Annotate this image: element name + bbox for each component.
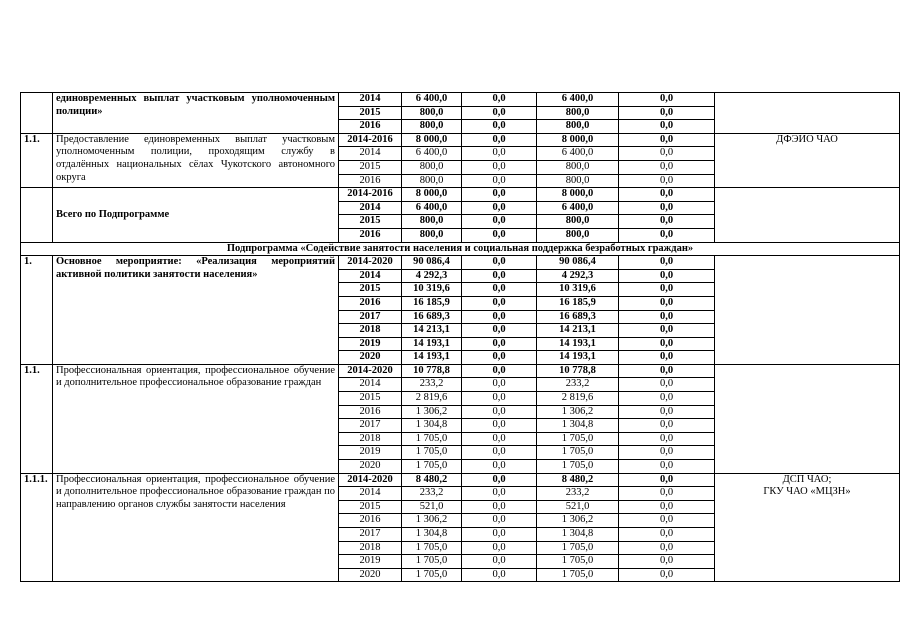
other-cell: 0,0 — [619, 201, 715, 215]
total-cell: 6 400,0 — [402, 93, 462, 107]
total-cell: 1 705,0 — [402, 432, 462, 446]
regional-cell: 14 213,1 — [537, 324, 619, 338]
federal-cell: 0,0 — [462, 174, 537, 188]
period-cell: 2019 — [339, 337, 402, 351]
regional-cell: 1 306,2 — [537, 514, 619, 528]
table-row — [21, 133, 900, 147]
regional-cell: 800,0 — [537, 120, 619, 134]
period-cell: 2014 — [339, 378, 402, 392]
item-number: 1.1.1. — [21, 473, 53, 582]
total-cell: 6 400,0 — [402, 201, 462, 215]
total-cell: 90 086,4 — [402, 256, 462, 270]
period-cell: 2014 — [339, 269, 402, 283]
federal-cell: 0,0 — [462, 432, 537, 446]
total-cell: 800,0 — [402, 160, 462, 174]
period-cell: 2014 — [339, 147, 402, 161]
federal-cell: 0,0 — [462, 188, 537, 202]
other-cell: 0,0 — [619, 269, 715, 283]
regional-cell: 1 306,2 — [537, 405, 619, 419]
regional-cell: 10 319,6 — [537, 283, 619, 297]
regional-cell: 10 778,8 — [537, 364, 619, 378]
period-cell: 2018 — [339, 324, 402, 338]
regional-cell: 521,0 — [537, 500, 619, 514]
federal-cell: 0,0 — [462, 419, 537, 433]
other-cell: 0,0 — [619, 256, 715, 270]
other-cell: 0,0 — [619, 228, 715, 242]
federal-cell: 0,0 — [462, 147, 537, 161]
period-cell: 2016 — [339, 120, 402, 134]
total-cell: 800,0 — [402, 215, 462, 229]
total-cell: 1 705,0 — [402, 446, 462, 460]
other-cell: 0,0 — [619, 188, 715, 202]
item-description: Основное мероприятие: «Реализация мероприятий активной политики занятости населения» — [53, 256, 339, 365]
total-cell: 14 193,1 — [402, 337, 462, 351]
total-cell: 10 319,6 — [402, 283, 462, 297]
total-cell: 1 306,2 — [402, 405, 462, 419]
regional-cell: 233,2 — [537, 378, 619, 392]
table-row — [21, 188, 900, 202]
regional-cell: 6 400,0 — [537, 93, 619, 107]
period-cell: 2015 — [339, 160, 402, 174]
regional-cell: 800,0 — [537, 215, 619, 229]
other-cell: 0,0 — [619, 310, 715, 324]
period-cell: 2019 — [339, 555, 402, 569]
federal-cell: 0,0 — [462, 296, 537, 310]
item-number — [21, 93, 53, 134]
other-cell: 0,0 — [619, 283, 715, 297]
total-cell: 14 213,1 — [402, 324, 462, 338]
federal-cell: 0,0 — [462, 528, 537, 542]
total-cell: 800,0 — [402, 174, 462, 188]
federal-cell: 0,0 — [462, 351, 537, 365]
total-cell: 1 705,0 — [402, 568, 462, 582]
regional-cell: 1 304,8 — [537, 528, 619, 542]
total-cell: 233,2 — [402, 487, 462, 501]
period-cell: 2014 — [339, 487, 402, 501]
responsible-executor: ДФЭИО ЧАО — [715, 133, 900, 187]
other-cell: 0,0 — [619, 93, 715, 107]
federal-cell: 0,0 — [462, 228, 537, 242]
responsible-executor — [715, 364, 900, 473]
other-cell: 0,0 — [619, 174, 715, 188]
regional-cell: 6 400,0 — [537, 201, 619, 215]
regional-cell: 14 193,1 — [537, 351, 619, 365]
period-cell: 2014-2020 — [339, 473, 402, 487]
period-cell: 2016 — [339, 405, 402, 419]
federal-cell: 0,0 — [462, 215, 537, 229]
document-page — [20, 92, 900, 582]
federal-cell: 0,0 — [462, 405, 537, 419]
other-cell: 0,0 — [619, 120, 715, 134]
regional-cell: 90 086,4 — [537, 256, 619, 270]
federal-cell: 0,0 — [462, 378, 537, 392]
regional-cell: 1 705,0 — [537, 460, 619, 474]
other-cell: 0,0 — [619, 460, 715, 474]
federal-cell: 0,0 — [462, 310, 537, 324]
federal-cell: 0,0 — [462, 269, 537, 283]
other-cell: 0,0 — [619, 160, 715, 174]
regional-cell: 1 304,8 — [537, 419, 619, 433]
regional-cell: 233,2 — [537, 487, 619, 501]
total-cell: 8 480,2 — [402, 473, 462, 487]
federal-cell: 0,0 — [462, 541, 537, 555]
other-cell: 0,0 — [619, 473, 715, 487]
federal-cell: 0,0 — [462, 133, 537, 147]
other-cell: 0,0 — [619, 419, 715, 433]
total-cell: 1 306,2 — [402, 514, 462, 528]
period-cell: 2016 — [339, 296, 402, 310]
period-cell: 2017 — [339, 419, 402, 433]
period-cell: 2015 — [339, 392, 402, 406]
other-cell: 0,0 — [619, 337, 715, 351]
responsible-executor — [715, 93, 900, 134]
period-cell: 2015 — [339, 215, 402, 229]
other-cell: 0,0 — [619, 324, 715, 338]
other-cell: 0,0 — [619, 133, 715, 147]
total-cell: 10 778,8 — [402, 364, 462, 378]
other-cell: 0,0 — [619, 528, 715, 542]
total-cell: 800,0 — [402, 228, 462, 242]
regional-cell: 1 705,0 — [537, 446, 619, 460]
federal-cell: 0,0 — [462, 568, 537, 582]
period-cell: 2015 — [339, 106, 402, 120]
item-number — [21, 188, 53, 242]
period-cell: 2019 — [339, 446, 402, 460]
period-cell: 2014 — [339, 93, 402, 107]
item-number: 1.1. — [21, 364, 53, 473]
other-cell: 0,0 — [619, 351, 715, 365]
responsible-executor — [715, 256, 900, 365]
other-cell: 0,0 — [619, 364, 715, 378]
regional-cell: 6 400,0 — [537, 147, 619, 161]
regional-cell: 800,0 — [537, 106, 619, 120]
regional-cell: 1 705,0 — [537, 432, 619, 446]
period-cell: 2016 — [339, 174, 402, 188]
total-cell: 1 705,0 — [402, 541, 462, 555]
other-cell: 0,0 — [619, 568, 715, 582]
table-row — [21, 93, 900, 107]
regional-cell: 800,0 — [537, 160, 619, 174]
other-cell: 0,0 — [619, 514, 715, 528]
regional-cell: 8 000,0 — [537, 133, 619, 147]
federal-cell: 0,0 — [462, 364, 537, 378]
item-description: Предоставление единовременных выплат участковым уполномоченным полиции, проходящим службу в отдалённых национальных сёлах Чукотского автономного округа — [53, 133, 339, 187]
total-cell: 8 000,0 — [402, 188, 462, 202]
item-number: 1. — [21, 256, 53, 365]
period-cell: 2014-2020 — [339, 256, 402, 270]
other-cell: 0,0 — [619, 500, 715, 514]
period-cell: 2015 — [339, 283, 402, 297]
period-cell: 2020 — [339, 351, 402, 365]
period-cell: 2016 — [339, 228, 402, 242]
total-cell: 1 705,0 — [402, 555, 462, 569]
total-cell: 800,0 — [402, 106, 462, 120]
federal-cell: 0,0 — [462, 256, 537, 270]
federal-cell: 0,0 — [462, 106, 537, 120]
other-cell: 0,0 — [619, 446, 715, 460]
other-cell: 0,0 — [619, 432, 715, 446]
period-cell: 2014 — [339, 201, 402, 215]
item-description: Профессиональная ориентация, профессиональное обучение и дополнительное профессиональное образование граждан по направлению органов службы занятости населения — [53, 473, 339, 582]
regional-cell: 1 705,0 — [537, 568, 619, 582]
federal-cell: 0,0 — [462, 120, 537, 134]
period-cell: 2018 — [339, 432, 402, 446]
total-cell: 233,2 — [402, 378, 462, 392]
regional-cell: 14 193,1 — [537, 337, 619, 351]
item-description: Профессиональная ориентация, профессиональное обучение и дополнительное профессиональное образование граждан — [53, 364, 339, 473]
table-row — [21, 256, 900, 270]
federal-cell: 0,0 — [462, 324, 537, 338]
total-label: Всего по Подпрограмме — [53, 188, 339, 242]
period-cell: 2014-2020 — [339, 364, 402, 378]
period-cell: 2014-2016 — [339, 188, 402, 202]
federal-cell: 0,0 — [462, 93, 537, 107]
total-cell: 521,0 — [402, 500, 462, 514]
federal-cell: 0,0 — [462, 555, 537, 569]
responsible-executor — [715, 188, 900, 242]
period-cell: 2017 — [339, 528, 402, 542]
period-cell: 2015 — [339, 500, 402, 514]
federal-cell: 0,0 — [462, 500, 537, 514]
other-cell: 0,0 — [619, 392, 715, 406]
regional-cell: 4 292,3 — [537, 269, 619, 283]
period-cell: 2020 — [339, 460, 402, 474]
other-cell: 0,0 — [619, 405, 715, 419]
total-cell: 14 193,1 — [402, 351, 462, 365]
subprogram-title: Подпрограмма «Содействие занятости населения и социальная поддержка безработных граждан» — [21, 242, 900, 256]
regional-cell: 800,0 — [537, 228, 619, 242]
regional-cell: 2 819,6 — [537, 392, 619, 406]
other-cell: 0,0 — [619, 106, 715, 120]
total-cell: 16 185,9 — [402, 296, 462, 310]
federal-cell: 0,0 — [462, 446, 537, 460]
other-cell: 0,0 — [619, 541, 715, 555]
subprogram-header-row — [21, 242, 900, 256]
total-cell: 800,0 — [402, 120, 462, 134]
regional-cell: 1 705,0 — [537, 541, 619, 555]
federal-cell: 0,0 — [462, 514, 537, 528]
regional-cell: 16 689,3 — [537, 310, 619, 324]
total-cell: 1 304,8 — [402, 528, 462, 542]
period-cell: 2014-2016 — [339, 133, 402, 147]
federal-cell: 0,0 — [462, 283, 537, 297]
total-cell: 1 705,0 — [402, 460, 462, 474]
period-cell: 2017 — [339, 310, 402, 324]
table-row — [21, 364, 900, 378]
regional-cell: 1 705,0 — [537, 555, 619, 569]
other-cell: 0,0 — [619, 296, 715, 310]
total-cell: 8 000,0 — [402, 133, 462, 147]
period-cell: 2018 — [339, 541, 402, 555]
regional-cell: 16 185,9 — [537, 296, 619, 310]
regional-cell: 8 480,2 — [537, 473, 619, 487]
table-row — [21, 473, 900, 487]
total-cell: 1 304,8 — [402, 419, 462, 433]
period-cell: 2016 — [339, 514, 402, 528]
responsible-executor: ДСП ЧАО; ГКУ ЧАО «МЦЗН» — [715, 473, 900, 582]
federal-cell: 0,0 — [462, 201, 537, 215]
federal-cell: 0,0 — [462, 392, 537, 406]
period-cell: 2020 — [339, 568, 402, 582]
total-cell: 4 292,3 — [402, 269, 462, 283]
total-cell: 6 400,0 — [402, 147, 462, 161]
other-cell: 0,0 — [619, 378, 715, 392]
federal-cell: 0,0 — [462, 160, 537, 174]
other-cell: 0,0 — [619, 555, 715, 569]
federal-cell: 0,0 — [462, 473, 537, 487]
item-description: единовременных выплат участковым уполномоченным полиции» — [53, 93, 339, 134]
other-cell: 0,0 — [619, 147, 715, 161]
other-cell: 0,0 — [619, 215, 715, 229]
federal-cell: 0,0 — [462, 487, 537, 501]
other-cell: 0,0 — [619, 487, 715, 501]
regional-cell: 8 000,0 — [537, 188, 619, 202]
budget-table — [20, 92, 900, 582]
total-cell: 2 819,6 — [402, 392, 462, 406]
regional-cell: 800,0 — [537, 174, 619, 188]
item-number: 1.1. — [21, 133, 53, 187]
federal-cell: 0,0 — [462, 460, 537, 474]
total-cell: 16 689,3 — [402, 310, 462, 324]
federal-cell: 0,0 — [462, 337, 537, 351]
